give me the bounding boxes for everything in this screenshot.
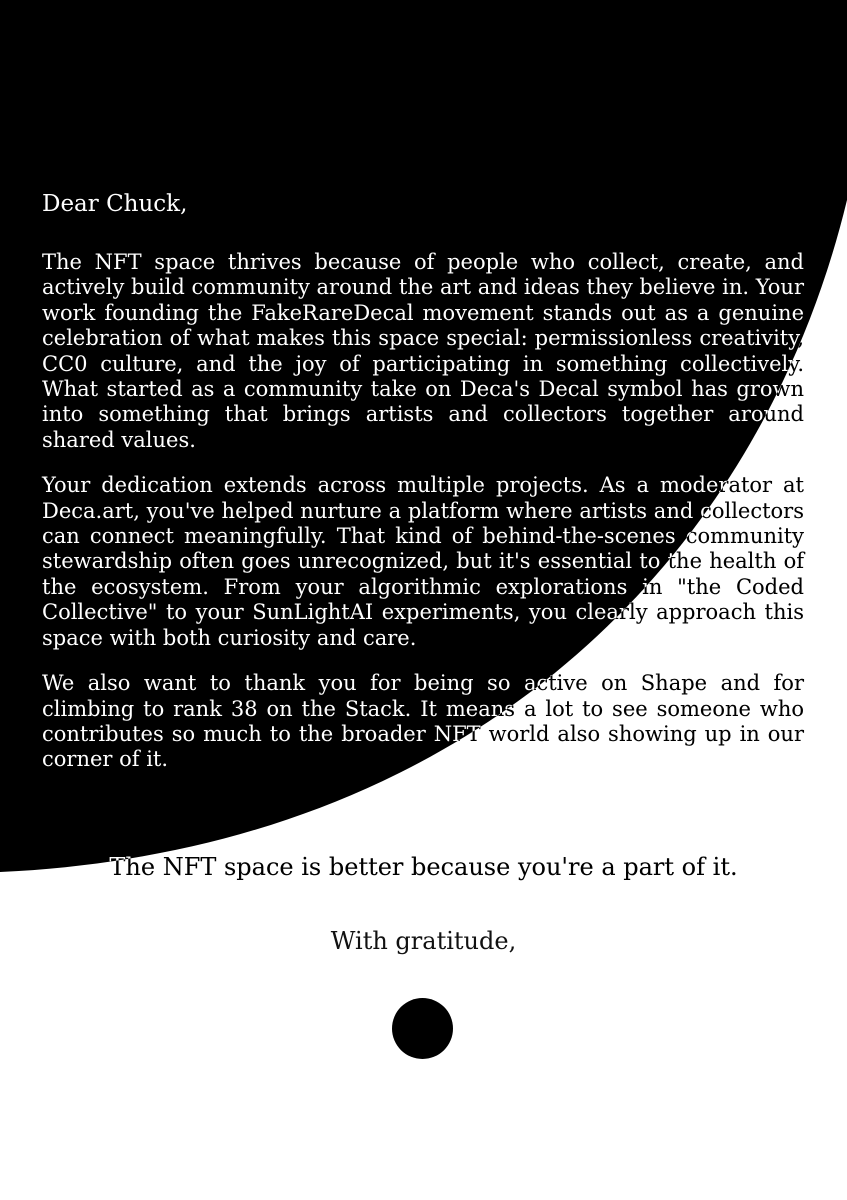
letter-paragraph-3: We also want to thank you for being so active on Shape and for climbing to rank 38 on the Stack. It means a lot to see someone who contributes so much to the broader NFT world also showing up in our corner of it. xyxy=(42,671,804,772)
letter-greeting: Dear Chuck, xyxy=(42,191,188,217)
closing-line: The NFT space is better because you're a part of it. xyxy=(109,853,738,881)
signoff: With gratitude, xyxy=(330,927,517,955)
black-dot-seal xyxy=(392,998,453,1059)
letter-paragraph-1: The NFT space thrives because of people who collect, create, and actively build community around the art and ideas they believe in. Your work founding the FakeRareDecal movement stands out as a genuine celebration of what makes this space special: permissionless creativity, CC0 culture, and the joy of participating in something collectively. What started as a community take on Deca's Decal symbol has grown into something that brings artists and collectors together around shared values. xyxy=(42,250,804,452)
letter-body xyxy=(42,186,804,793)
letter-paragraph-2: Your dedication extends across multiple projects. As a moderator at Deca.art, you've helped nurture a platform where artists and collectors can connect meaningfully. That kind of behind-the-scenes community stewardship often goes unrecognized, but it's essential to the health of the ecosystem. From your algorithmic explorations in "the Coded Collective" to your SunLightAI experiments, you clearly approach this space with both curiosity and care. xyxy=(42,473,804,650)
